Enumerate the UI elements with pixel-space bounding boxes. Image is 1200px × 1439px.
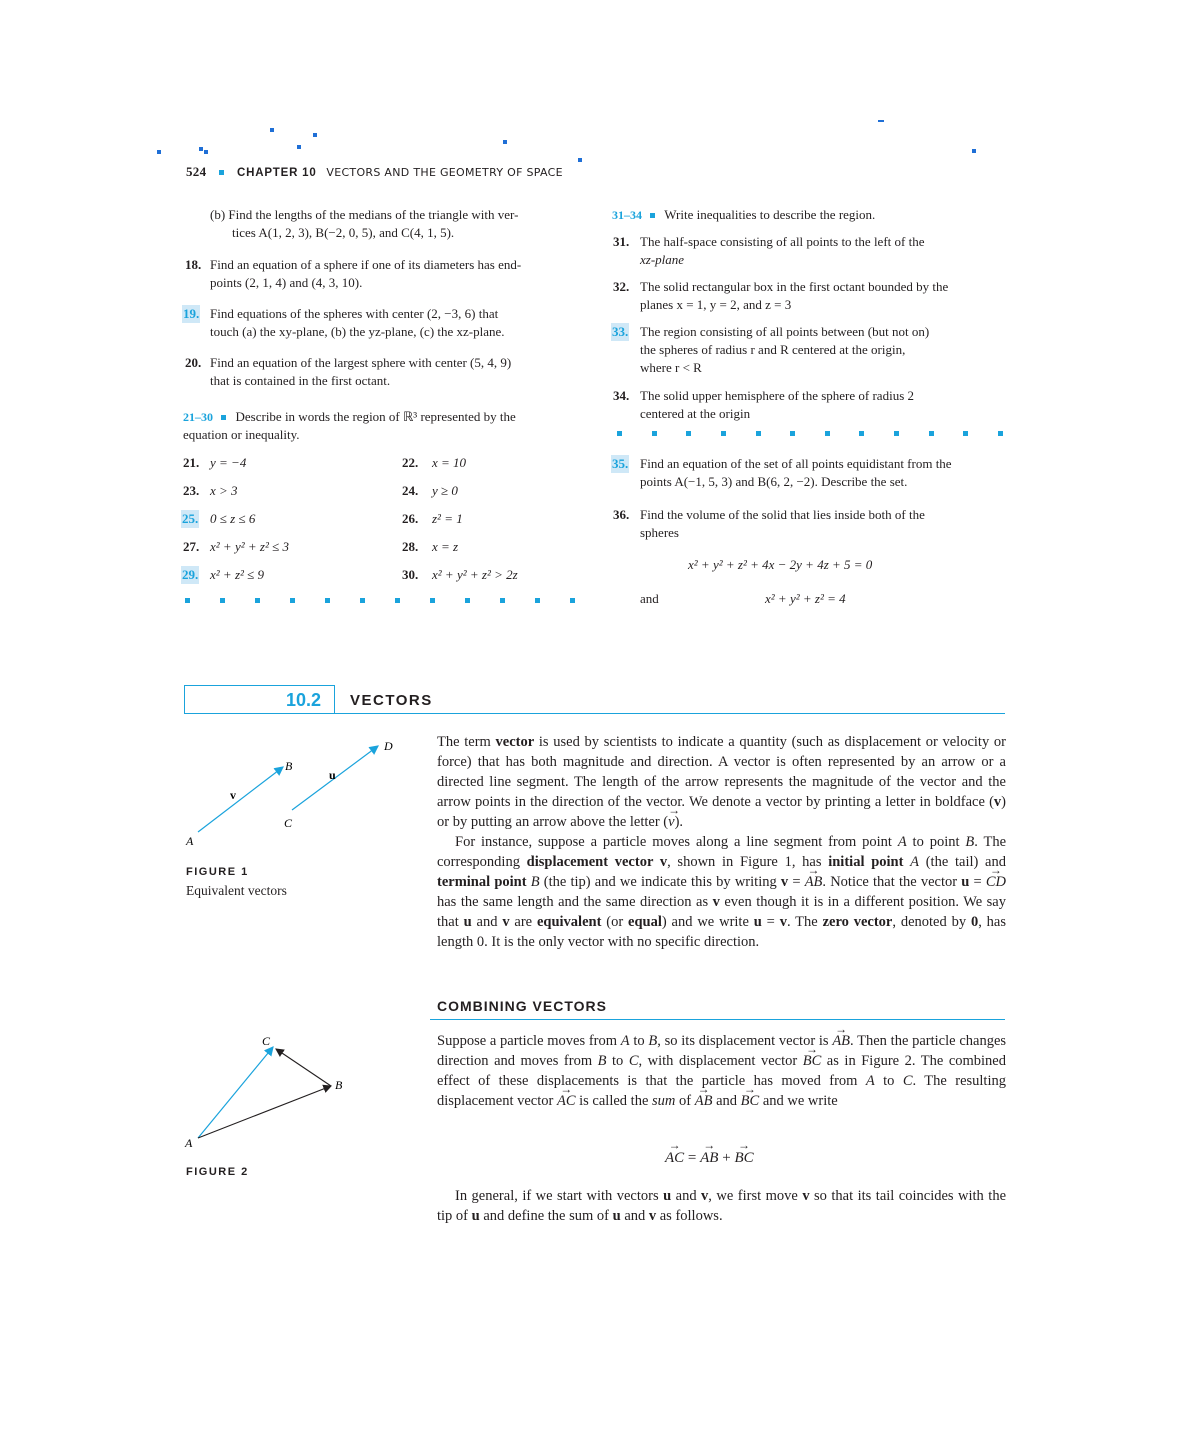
exercise-17b [210, 206, 518, 242]
item-number: 22. [402, 455, 419, 470]
section-number: 10.2 [285, 690, 321, 710]
exercise-text: The solid rectangular box in the first octant bounded by the [640, 279, 949, 294]
section-number-box [184, 685, 335, 714]
and-label: and [640, 591, 659, 606]
item-expr: y ≥ 0 [432, 483, 458, 498]
exercise-text: The solid upper hemisphere of the sphere of radius 2 [640, 388, 915, 403]
item-number: 28. [402, 539, 419, 554]
item-number: 25. [182, 511, 199, 526]
exercise-text: spheres [640, 525, 679, 540]
separator-squares [185, 598, 575, 603]
item-expr: x² + y² + z² > 2z [432, 567, 518, 582]
ex17b-line: (b) Find the lengths of the medians of the triangle with ver- [210, 207, 519, 222]
point-D-label: D [384, 739, 393, 753]
item-expr: x² + y² + z² ≤ 3 [210, 539, 289, 554]
section-title: VECTORS [350, 692, 433, 709]
item-number: 23. [183, 483, 200, 498]
exercise-text: planes x = 1, y = 2, and z = 3 [640, 297, 792, 312]
item-expr: x > 3 [210, 483, 238, 498]
exercise-items-grid [183, 454, 583, 594]
exercise-text: the spheres of radius r and R centered at the origin, [640, 342, 906, 357]
scan-dot [503, 140, 507, 144]
point-A-label: A [185, 1136, 193, 1150]
chapter-label: CHAPTER 10 [237, 167, 317, 179]
vector-u-label: u [329, 768, 336, 782]
group-bullet [221, 415, 226, 420]
item-expr: y = −4 [210, 455, 247, 470]
item-expr: z² = 1 [432, 511, 463, 526]
item-row [183, 566, 583, 594]
scan-dot [878, 120, 884, 122]
sphere-equation-1: x² + y² + z² + 4x − 2y + 4z + 5 = 0 [688, 557, 873, 572]
item-row [183, 538, 583, 566]
scan-dot [204, 150, 208, 154]
exercise-text: points (2, 1, 4) and (4, 3, 10). [210, 275, 363, 290]
vector-BC-arrow [276, 1049, 331, 1086]
exercise-text: The region consisting of all points between (but not on) [640, 324, 930, 339]
exercise-number: 35. [612, 456, 629, 471]
vector-AC-arrow [198, 1047, 273, 1138]
figure-1-label: FIGURE 1 [186, 866, 249, 878]
figure-1-caption: Equivalent vectors [186, 883, 287, 898]
item-row [183, 510, 583, 538]
exercise-number: 19. [183, 306, 200, 321]
section-rule [335, 713, 1005, 714]
point-A-label: A [186, 834, 194, 848]
exercise-text: Find equations of the spheres with center (2, −3, 6) that [210, 306, 499, 321]
subsection-rule [430, 1019, 1005, 1020]
group-text: equation or inequality. [183, 427, 300, 442]
item-expr: 0 ≤ z ≤ 6 [210, 511, 256, 526]
exercise-number: 32. [613, 279, 630, 294]
point-C-label: C [262, 1034, 271, 1048]
scan-dot [972, 149, 976, 153]
exercise-number: 18. [185, 257, 202, 272]
exercise-text: Find the volume of the solid that lies inside both of the [640, 507, 925, 522]
exercise-number: 33. [612, 324, 629, 339]
separator-squares [617, 431, 1003, 436]
exercise-text: Find an equation of the set of all points equidistant from the [640, 456, 952, 471]
vector-v-arrow [198, 767, 283, 832]
item-row [183, 454, 583, 482]
figure-2-vector-sum [180, 1030, 360, 1155]
body-paragraph-2: Suppose a particle moves from A to B, so its displacement vector is AB →. Then the particle changes direction and moves from B to C, with displacement vector BC → as in Figure 2. The combined effect of these displacements is that the particle has moved from A to C. The resulting displacement vector AC → is called the sum of AB → and BC → and we write [437, 1031, 1006, 1111]
group-range: 21–30 [183, 410, 213, 424]
group-range: 31–34 [612, 208, 642, 222]
point-B-label: B [335, 1078, 343, 1092]
item-number: 27. [183, 539, 200, 554]
sphere-equation-2: x² + y² + z² = 4 [765, 591, 846, 606]
chapter-title: VECTORS AND THE GEOMETRY OF SPACE [326, 166, 563, 179]
vector-AB-arrow [198, 1086, 331, 1138]
page-number: 524 [186, 164, 207, 179]
item-number: 21. [183, 455, 200, 470]
exercise-number: 20. [185, 355, 202, 370]
equation-term: BC → [734, 1150, 753, 1167]
body-paragraph-3: In general, if we start with vectors u and v, we first move v so that its tail coincides with the tip of u and define the sum of u and v as follows. [437, 1188, 1007, 1224]
scan-dot [313, 133, 317, 137]
vector-sum-equation [665, 1150, 754, 1167]
exercise-text: Find an equation of a sphere if one of its diameters has end- [210, 257, 522, 272]
running-header [186, 164, 563, 180]
exercise-text: centered at the origin [640, 406, 751, 421]
vector-v-label: v [230, 788, 236, 802]
exercise-number: 34. [613, 388, 630, 403]
item-number: 24. [402, 483, 419, 498]
scan-dot [297, 145, 301, 149]
item-expr: x = z [432, 539, 459, 554]
item-row [183, 482, 583, 510]
exercise-group-31-34 [612, 206, 1012, 224]
equation-term: AC → [665, 1150, 684, 1167]
exercise-text: xz-plane [640, 252, 685, 267]
equation-term: AB → [700, 1150, 718, 1167]
item-number: 26. [402, 511, 419, 526]
exercise-text: that is contained in the first octant. [210, 373, 391, 388]
item-number: 30. [402, 567, 419, 582]
figure-1-equivalent-vectors [180, 730, 420, 850]
scan-dot [199, 147, 203, 151]
exercise-text: The half-space consisting of all points to the left of the [640, 234, 925, 249]
equation-op: = [684, 1150, 701, 1166]
item-expr: x² + z² ≤ 9 [210, 567, 265, 582]
header-bullet [219, 170, 224, 175]
scan-dot [157, 150, 161, 154]
body-paragraph-1: The term vector is used by scientists to indicate a quantity (such as displacement or velocity or force) that has both magnitude and direction. A vector is often represented by an arrow or a directed line segment. The length of the arrow represents the magnitude of the vector and the arrow points in the direction of the vector. We denote a vector by printing a letter in boldface (v) or by putting an arrow above the letter (v →). For instance, suppose a particle moves along a line segment from point A to point B. The corresponding displacement vector v, shown in Figure 1, has initial point A (the tail) and terminal point B (the tip) and we indicate this by writing v = AB →. Notice that the vector u = CD → has the same length and the same direction as v even though it is in a different position. We say that u and v are equivalent (or equal) and we write u = v. The zero vector, denoted by 0, has length 0. It is the only vector with no specific direction. [437, 732, 1006, 952]
group-bullet [650, 213, 655, 218]
group-text: Write inequalities to describe the region. [664, 207, 876, 222]
figure-2-label: FIGURE 2 [186, 1166, 249, 1178]
group-text: Describe in words the region of ℝ³ represented by the [235, 409, 516, 424]
item-number: 29. [182, 567, 199, 582]
scan-dot [270, 128, 274, 132]
exercise-text: touch (a) the xy-plane, (b) the yz-plane, (c) the xz-plane. [210, 324, 505, 339]
ex17b-line: tices A(1, 2, 3), B(−2, 0, 5), and C(4, 1, 5). [232, 225, 455, 240]
equation-op: + [718, 1150, 735, 1166]
exercise-text: Find an equation of the largest sphere with center (5, 4, 9) [210, 355, 512, 370]
subsection-title: COMBINING VECTORS [437, 998, 607, 1014]
exercise-text: points A(−1, 5, 3) and B(6, 2, −2). Describe the set. [640, 474, 908, 489]
exercise-number: 31. [613, 234, 630, 249]
point-C-label: C [284, 816, 293, 830]
exercise-text: where r < R [640, 360, 702, 375]
exercise-number: 36. [613, 507, 630, 522]
scan-dot [578, 158, 582, 162]
item-expr: x = 10 [432, 455, 467, 470]
exercise-group-21-30 [183, 408, 583, 444]
point-B-label: B [285, 759, 293, 773]
